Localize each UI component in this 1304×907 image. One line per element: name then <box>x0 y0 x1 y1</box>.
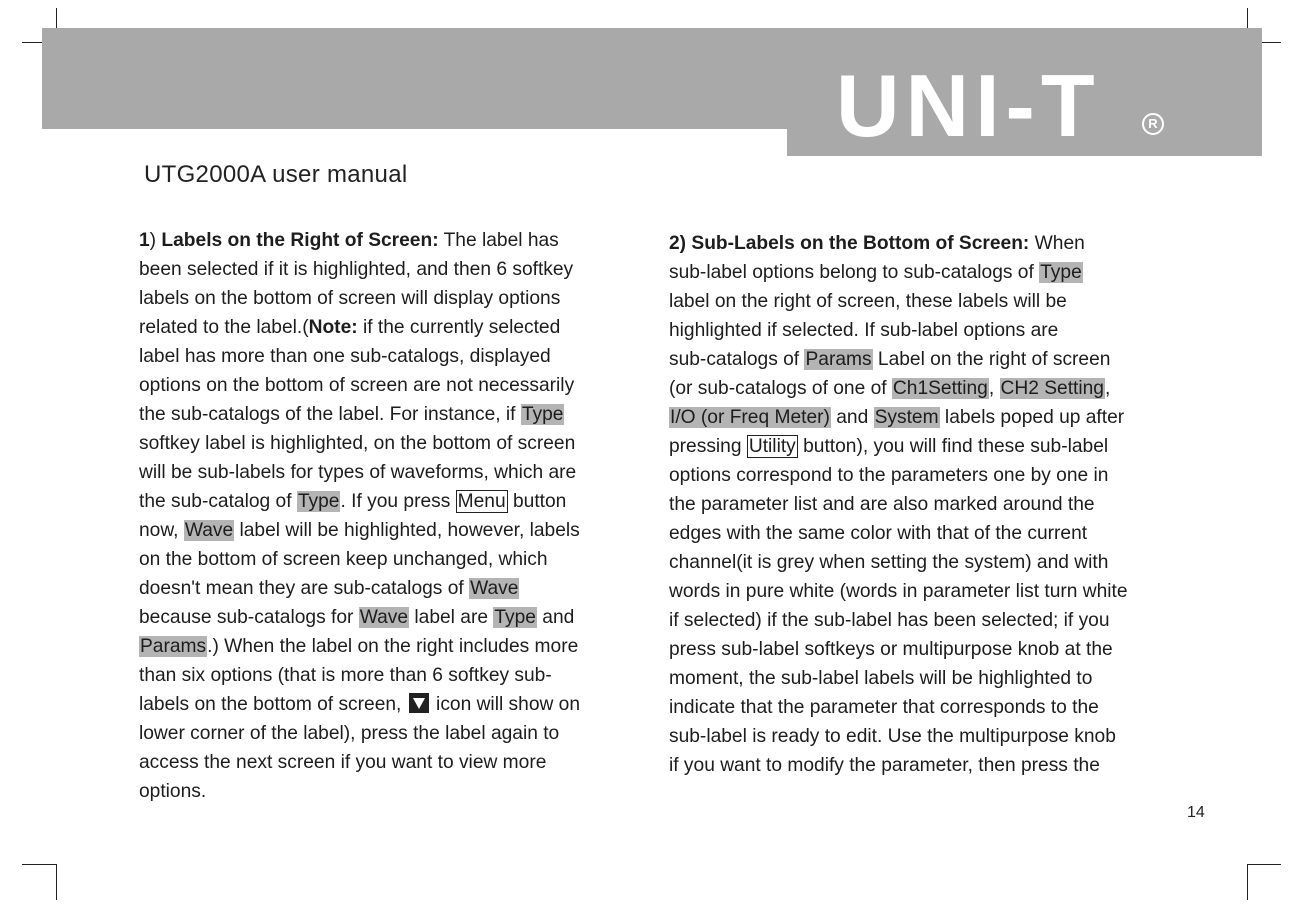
type-label-highlight: Type <box>521 404 564 425</box>
paragraph-line: been selected if it is highlighted, and then 6 softkey <box>139 259 574 280</box>
text: doesn't mean they are sub-catalogs of <box>139 578 470 599</box>
text: labels on the bottom of screen, <box>139 694 407 715</box>
text: and <box>536 607 575 628</box>
paragraph-line: options. <box>139 781 207 802</box>
down-triangle-icon <box>409 693 429 713</box>
crop-mark-bl-h <box>22 864 56 865</box>
paragraph-line <box>669 258 1214 287</box>
text: sub-catalogs of <box>669 349 805 370</box>
paragraph-line <box>139 313 649 342</box>
right-column <box>669 229 1214 780</box>
text: sub-label options belong to sub-catalogs of <box>669 262 1040 283</box>
paragraph-line: edges with the same color with that of the current <box>669 523 1088 544</box>
crop-mark-br-v <box>1247 864 1248 900</box>
text: related to the label.( <box>139 317 309 338</box>
paragraph-line <box>669 403 1214 432</box>
text: and <box>830 407 874 428</box>
paragraph-line: channel(it is grey when setting the system) and with <box>669 552 1109 573</box>
text: label are <box>409 607 494 628</box>
system-label-highlight: System <box>874 407 939 428</box>
text: button <box>507 491 567 512</box>
text: the sub-catalogs of the label. For instance, if <box>139 404 521 425</box>
paragraph-line: the parameter list and are also marked around the <box>669 494 1095 515</box>
section-heading: Labels on the Right of Screen: <box>161 230 439 251</box>
text: if the currently selected <box>357 317 561 338</box>
text: label will be highlighted, however, labels <box>234 520 580 541</box>
paragraph-line: label has more than one sub-catalogs, displayed <box>139 346 551 367</box>
section-number: 1 <box>139 230 150 251</box>
text: labels poped up after <box>939 407 1125 428</box>
page-number: 14 <box>1187 804 1205 821</box>
paragraph-line <box>139 603 649 632</box>
paragraph-line: than six options (that is more than 6 softkey sub- <box>139 665 552 686</box>
paragraph-line <box>669 432 1214 461</box>
left-column <box>139 226 649 806</box>
registered-mark-icon: R <box>1142 113 1164 135</box>
type-label-highlight: Type <box>494 607 536 628</box>
paragraph-line: labels on the bottom of screen will display options <box>139 288 561 309</box>
paragraph-line: indicate that the parameter that corresponds to the <box>669 697 1099 718</box>
paragraph-line: options on the bottom of screen are not necessarily <box>139 375 575 396</box>
text: now, <box>139 520 184 541</box>
section-number-paren: ) <box>149 230 157 251</box>
text: When <box>1029 233 1085 254</box>
params-label-highlight: Params <box>805 349 872 370</box>
menu-button-label: Menu <box>457 491 506 512</box>
paragraph-line <box>139 400 649 429</box>
paragraph-line: label on the right of screen, these labels will be <box>669 291 1067 312</box>
text: .) When the label on the right includes more <box>207 636 579 657</box>
text: , <box>988 378 1000 399</box>
paragraph-line <box>669 229 1214 258</box>
paragraph-line <box>669 345 1214 374</box>
ch1-setting-highlight: Ch1Setting <box>892 378 988 399</box>
paragraph-line: access the next screen if you want to view more <box>139 752 547 773</box>
text: because sub-catalogs for <box>139 607 359 628</box>
text: , <box>1104 378 1111 399</box>
paragraph-line: on the bottom of screen keep unchanged, which <box>139 549 548 570</box>
manual-subtitle: UTG2000A user manual <box>144 161 408 188</box>
paragraph-line: if selected) if the sub-label has been selected; if you <box>669 610 1110 631</box>
text: button), you will find these sub-label <box>797 436 1109 457</box>
paragraph-line <box>139 516 649 545</box>
type-label-highlight: Type <box>1040 262 1082 283</box>
paragraph-line: if you want to modify the parameter, then press the <box>669 755 1100 776</box>
type-label-highlight: Type <box>297 491 340 512</box>
wave-label-highlight: Wave <box>470 578 519 599</box>
text: (or sub-catalogs of one of <box>669 378 892 399</box>
text: . If you press <box>340 491 456 512</box>
paragraph-line <box>139 487 649 516</box>
paragraph-line: highlighted if selected. If sub-label options are <box>669 320 1059 341</box>
crop-mark-br-h <box>1247 864 1281 865</box>
paragraph-line <box>139 574 649 603</box>
paragraph-line <box>139 690 649 719</box>
ch2-setting-highlight: CH2 Setting <box>1000 378 1104 399</box>
crop-mark-bl-v <box>56 864 57 900</box>
wave-label-highlight: Wave <box>359 607 409 628</box>
paragraph-line: moment, the sub-label labels will be highlighted to <box>669 668 1093 689</box>
text: The label has <box>438 230 559 251</box>
paragraph-line <box>139 632 649 661</box>
text: Label on the right of screen <box>872 349 1111 370</box>
paragraph-line: lower corner of the label), press the label again to <box>139 723 560 744</box>
paragraph-line <box>139 226 649 255</box>
text: icon will show on <box>430 694 581 715</box>
io-freq-meter-highlight: I/O (or Freq Meter) <box>670 407 830 428</box>
paragraph-line <box>669 374 1214 403</box>
params-label-highlight: Params <box>140 636 207 657</box>
paragraph-line: softkey label is highlighted, on the bottom of screen <box>139 433 576 454</box>
wave-label-highlight: Wave <box>184 520 234 541</box>
text: pressing <box>669 436 747 457</box>
section-heading: 2) Sub-Labels on the Bottom of Screen: <box>669 233 1030 254</box>
paragraph-line: will be sub-labels for types of waveforms, which are <box>139 462 577 483</box>
uni-t-logo: UNI-T <box>836 56 1101 155</box>
utility-button-label: Utility <box>748 436 796 457</box>
paragraph-line: options correspond to the parameters one by one in <box>669 465 1109 486</box>
paragraph-line: words in pure white (words in parameter list turn white <box>669 581 1128 602</box>
paragraph-line: press sub-label softkeys or multipurpose knob at the <box>669 639 1113 660</box>
text: the sub-catalog of <box>139 491 297 512</box>
note-label: Note: <box>308 317 358 338</box>
paragraph-line: sub-label is ready to edit. Use the multipurpose knob <box>669 726 1116 747</box>
